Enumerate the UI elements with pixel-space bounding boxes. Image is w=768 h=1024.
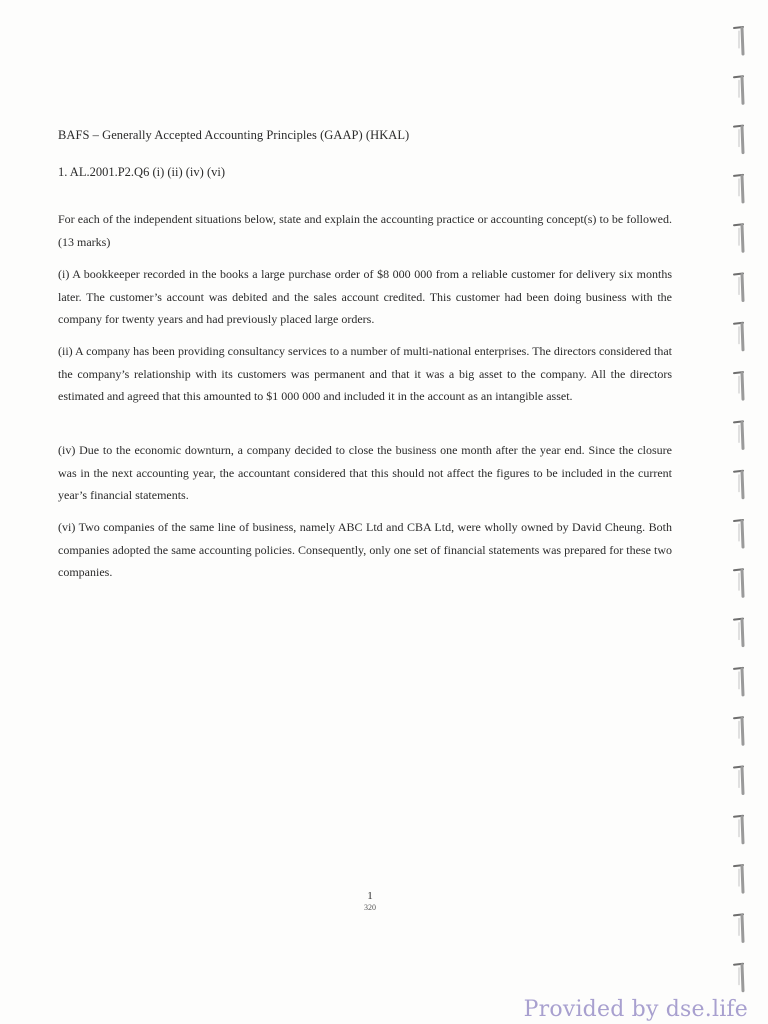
binder-mark: [734, 717, 743, 744]
page-subnumber: 320: [364, 903, 376, 912]
watermark-text: Provided by dse.life: [523, 997, 748, 1022]
situation-i: (i) A bookkeeper recorded in the books a large purchase order of $8 000 000 from a reliable customer for delivery six months later. The customer’s account was debited and the sales account credited. This customer had been doing business with the company for twenty years and had previously placed large orders.: [58, 267, 672, 326]
binder-mark: [734, 520, 743, 547]
binder-mark: [734, 865, 743, 892]
binder-mark: [734, 27, 743, 54]
binder-mark: [734, 126, 743, 153]
situation-ii: (ii) A company has been providing consultancy services to a number of multi-national enterprises. The directors considered that the company’s relationship with its customers was permanent and that it was a big asset to the company. All the directors estimated and agreed that this amounted to $1 000 000 and included it in the account as an intangible asset.: [58, 344, 672, 403]
binder-mark: [734, 421, 743, 448]
binder-mark: [734, 471, 743, 498]
binder-mark: [734, 619, 743, 646]
binder-mark: [734, 175, 743, 202]
binder-mark: [734, 668, 743, 695]
binder-mark: [734, 964, 743, 991]
binder-mark: [734, 76, 743, 103]
binder-mark: [734, 372, 743, 399]
binder-mark: [734, 274, 743, 301]
question-intro: For each of the independent situations below, state and explain the accounting practice or accounting concept(s) to be followed. (13 marks): [58, 212, 672, 249]
binder-mark: [734, 224, 743, 251]
binder-marks: [728, 0, 768, 1000]
document-title: BAFS – Generally Accepted Accounting Principles (GAAP) (HKAL): [58, 128, 410, 142]
binder-mark: [734, 323, 743, 350]
situation-iv: (iv) Due to the economic downturn, a company decided to close the business one month after the year end. Since the closure was in the next accounting year, the accountant considered that this should not affect the figures to be included in the current year’s financial statements.: [58, 443, 672, 502]
binder-mark: [734, 569, 743, 596]
binder-mark: [734, 816, 743, 843]
page-number: 1: [367, 890, 373, 902]
binder-mark: [734, 767, 743, 794]
binder-marks-svg: [728, 0, 768, 1000]
situation-vi: (vi) Two companies of the same line of business, namely ABC Ltd and CBA Ltd, were wholly owned by David Cheung. Both companies adopted the same accounting policies. Consequently, only one set of financial statements was prepared for these two companies.: [58, 520, 672, 579]
binder-mark: [734, 914, 743, 941]
question-reference: 1. AL.2001.P2.Q6 (i) (ii) (iv) (vi): [58, 165, 225, 179]
